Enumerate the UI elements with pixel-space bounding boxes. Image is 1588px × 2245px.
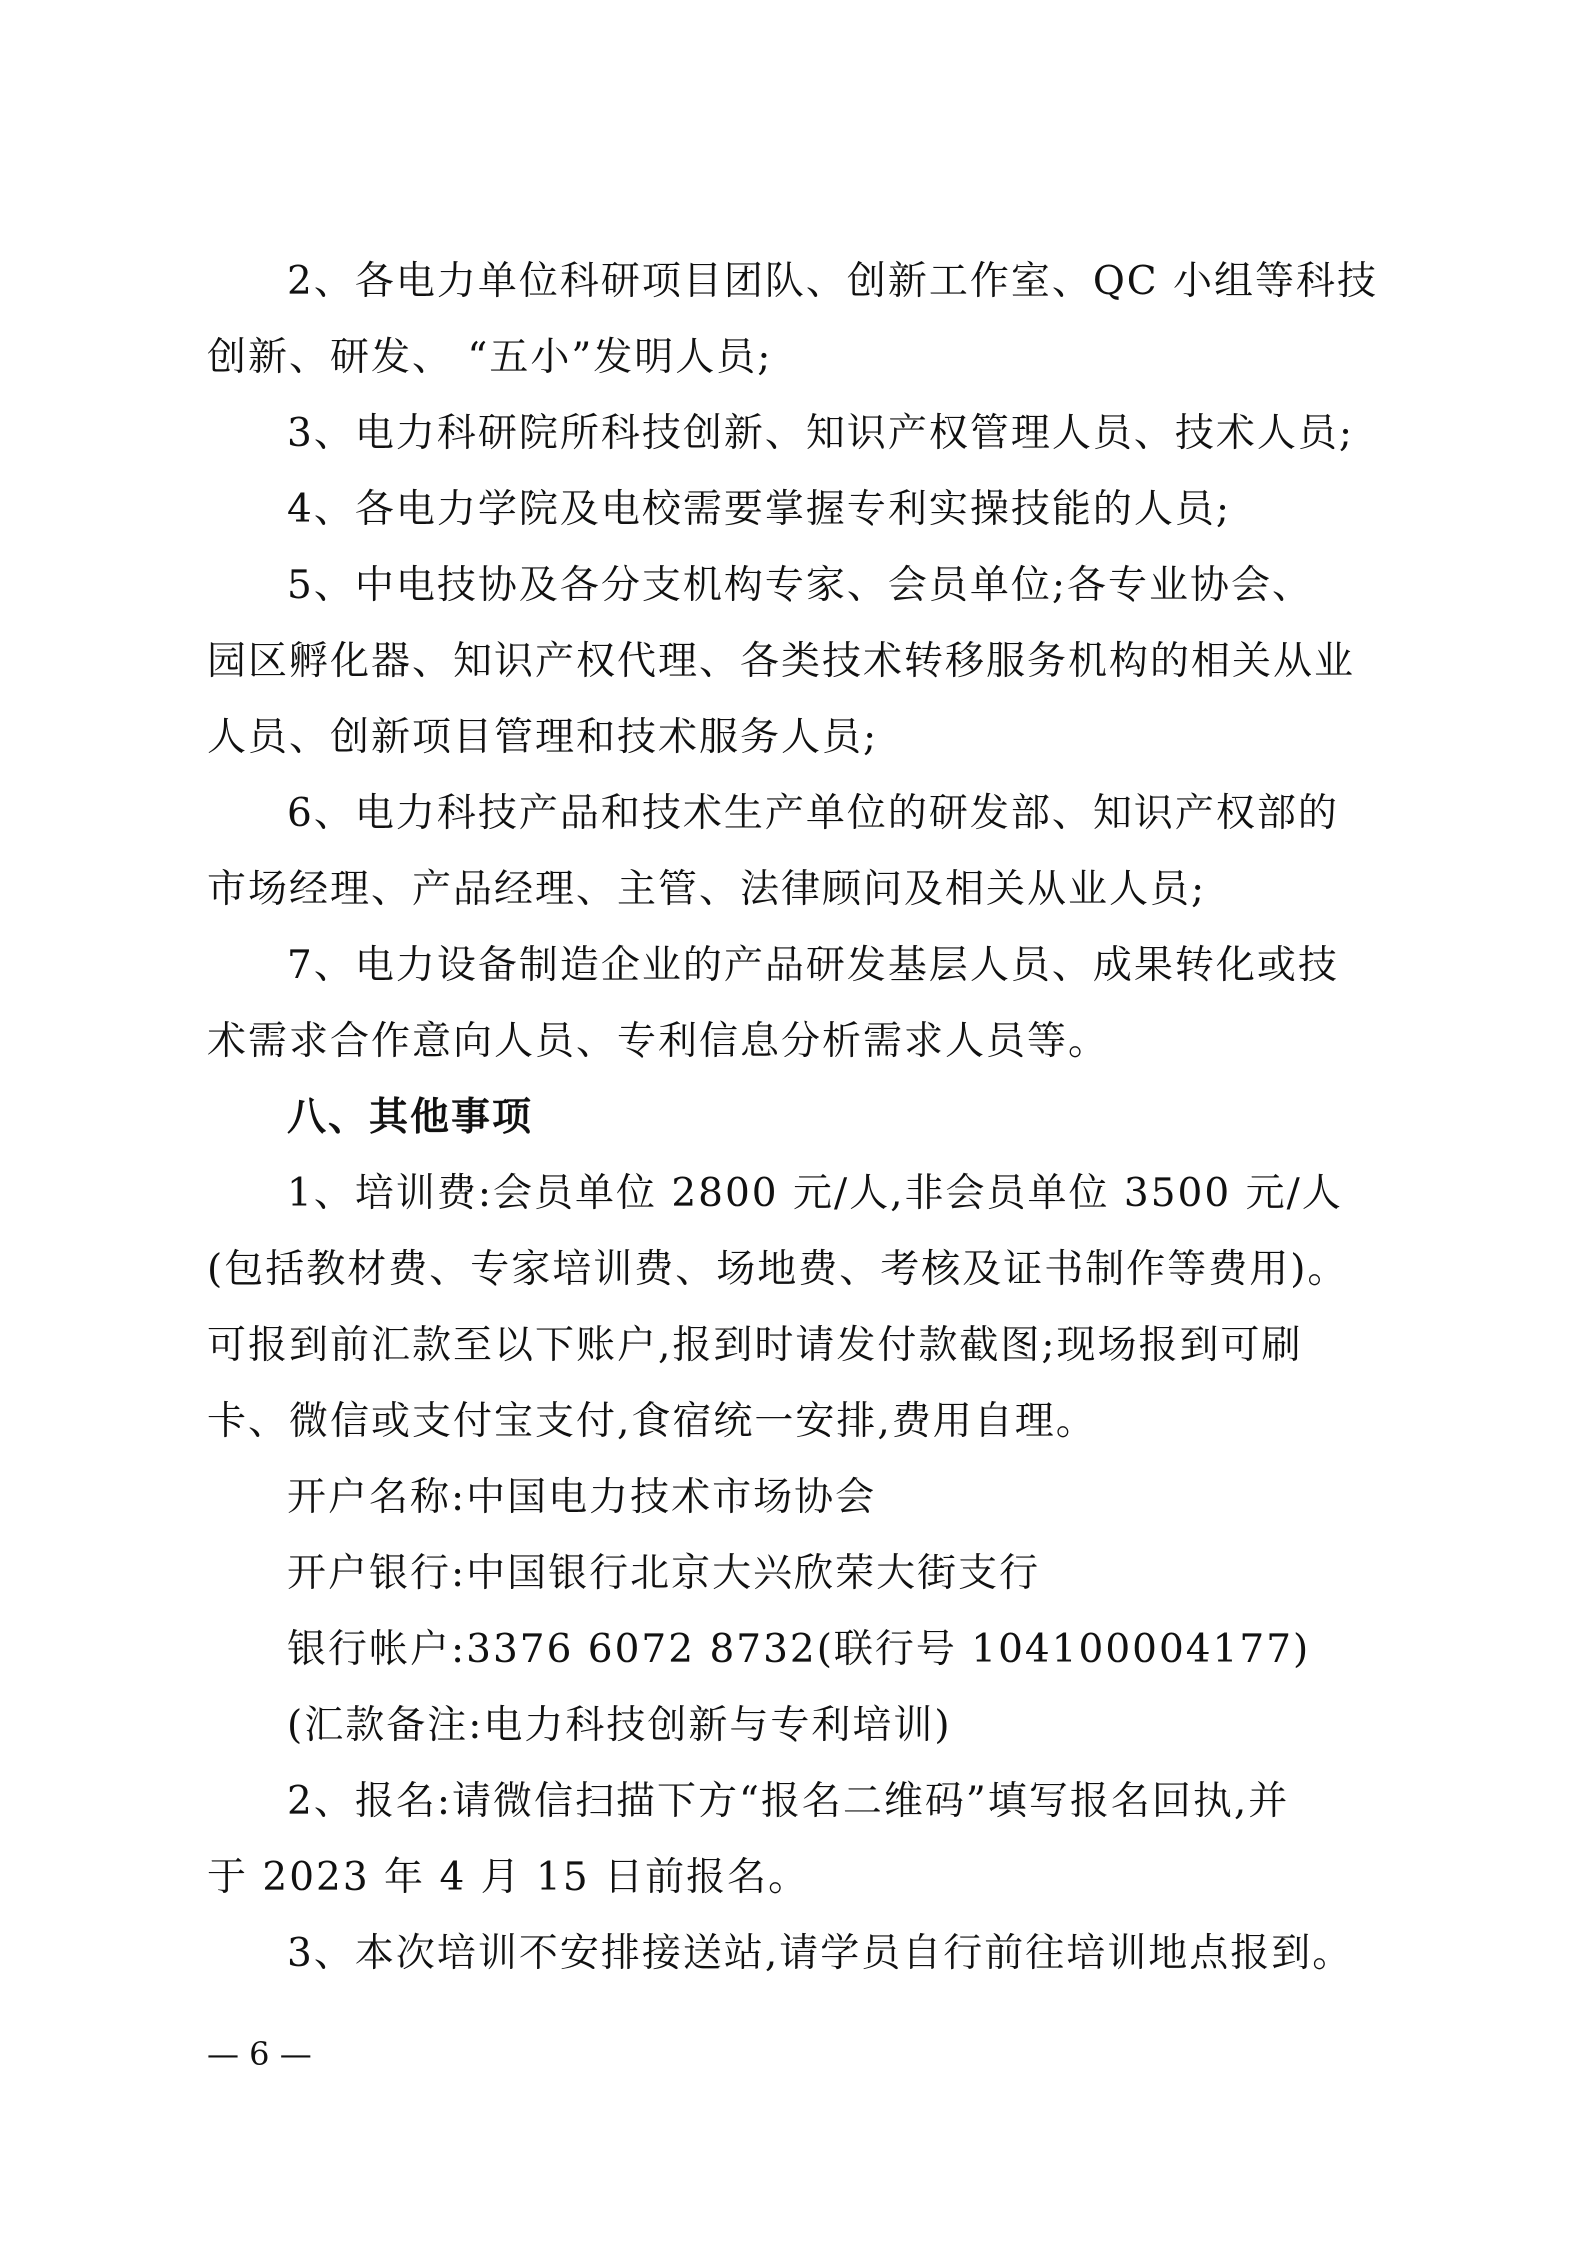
text-line: 1、培训费:会员单位 2800 元/人,非会员单位 3500 元/人 — [287, 1171, 1343, 1216]
text-line: 开户银行:中国银行北京大兴欣荣大街支行 — [287, 1551, 1041, 1596]
text-line: 2、报名:请微信扫描下方“报名二维码”填写报名回执,并 — [287, 1779, 1290, 1824]
text-line: 7、电力设备制造企业的产品研发基层人员、成果转化或技 — [287, 943, 1339, 988]
text-line: 卡、微信或支付宝支付,食宿统一安排,费用自理。 — [207, 1399, 1097, 1444]
text-line: 5、中电技协及各分支机构专家、会员单位;各专业协会、 — [287, 563, 1313, 608]
text-line: 园区孵化器、知识产权代理、各类技术转移服务机构的相关从业 — [207, 639, 1356, 684]
text-line: 银行帐户:3376 6072 8732(联行号 104100004177) — [287, 1627, 1311, 1672]
text-line: 于 2023 年 4 月 15 日前报名。 — [207, 1855, 810, 1900]
text-line: 3、本次培训不安排接送站,请学员自行前往培训地点报到。 — [287, 1931, 1354, 1976]
text-line: (包括教材费、专家培训费、场地费、考核及证书制作等费用)。 — [207, 1247, 1349, 1292]
section-heading: 八、其他事项 — [287, 1095, 534, 1140]
text-line: (汇款备注:电力科技创新与专利培训) — [287, 1703, 952, 1748]
page-number: — 6 — — [207, 2035, 312, 2073]
document-body — [207, 244, 1387, 1992]
text-line: 术需求合作意向人员、专利信息分析需求人员等。 — [207, 1019, 1110, 1064]
text-line: 3、电力科研院所科技创新、知识产权管理人员、技术人员; — [287, 411, 1354, 456]
text-line: 开户名称:中国电力技术市场协会 — [287, 1475, 877, 1520]
text-line: 人员、创新项目管理和技术服务人员; — [207, 715, 879, 760]
text-line: 市场经理、产品经理、主管、法律顾问及相关从业人员; — [207, 867, 1207, 912]
text-line: 6、电力科技产品和技术生产单位的研发部、知识产权部的 — [287, 791, 1339, 836]
text-line: 可报到前汇款至以下账户,报到时请发付款截图;现场报到可刷 — [207, 1323, 1303, 1368]
text-line: 创新、研发、 “五小”发明人员; — [207, 335, 773, 380]
text-line: 4、各电力学院及电校需要掌握专利实操技能的人员; — [287, 487, 1231, 532]
text-line: 2、各电力单位科研项目团队、创新工作室、QC 小组等科技 — [287, 259, 1379, 304]
